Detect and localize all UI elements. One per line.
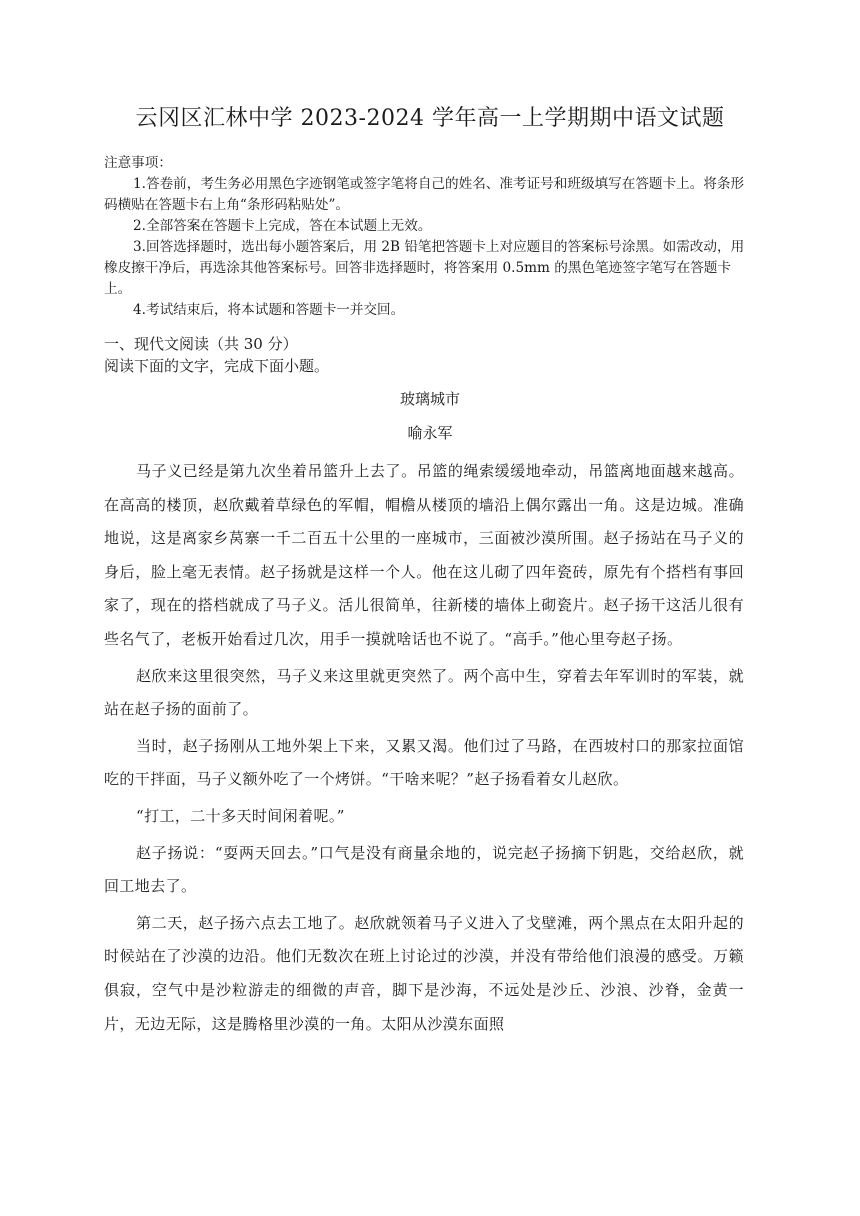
story-paragraph: 赵子扬说：“耍两天回去。”口气是没有商量余地的，说完赵子扬摘下钥匙，交给赵欣，就回工地去了。 (104, 843, 744, 896)
notice-heading: 注意事项： (104, 155, 172, 171)
story-paragraph: “打工，二十多天时间闲着呢。” (136, 806, 345, 825)
section-modern-reading (104, 333, 756, 377)
story-title: 玻璃城市 (399, 390, 460, 408)
notice-block (104, 153, 756, 321)
page-title: 云冈区汇林中学 2023-2024 学年高一上学期期中语文试题 (135, 106, 725, 131)
story-paragraph: 赵欣来这里很突然，马子义来这里就更突然了。两个高中生，穿着去年军训时的军装，就站在赵子扬的面前了。 (104, 666, 744, 719)
story-paragraph: 马子义已经是第九次坐着吊篮升上去了。吊篮的绳索缓缓地牵动，吊篮离地面越来越高。在高高的楼顶，赵欣戴着草绿色的军帽，帽檐从楼顶的墙沿上偶尔露出一角。这是边城。准确地说，这是离家乡莴寨一千二百五十公里的一座城市，三面被沙漠所围。赵子扬站在马子义的身后，脸上毫无表情。赵子扬就是这样一个人。他在这儿砌了四年瓷砖，原先有个搭档有事回家了，现在的搭档就成了马子义。活儿很简单，往新楼的墙体上砌瓷片。赵子扬干这活儿很有些名气了，老板开始看过几次，用手一摸就啥话也不说了。“高手。”他心里夸赵子扬。 (104, 462, 744, 648)
notice-item: 4.考试结束后，将本试题和答题卡一并交回。 (133, 302, 405, 318)
story-author: 喻永军 (407, 424, 453, 442)
section-heading: 一、现代文阅读（共 30 分） (104, 335, 298, 353)
story-paragraph: 第二天，赵子扬六点去工地了。赵欣就领着马子义进入了戈壁滩，两个黑点在太阳升起的时候站在了沙漠的边沿。他们无数次在班上讨论过的沙漠，并没有带给他们浪漫的感受。万籁俱寂，空气中是沙粒游走的细微的声音，脚下是沙海，不远处是沙丘、沙浪、沙脊，金黄一片，无边无际，这是腾格里沙漠的一角。太阳从沙漠东面照 (104, 913, 744, 1033)
notice-item: 2.全部答案在答题卡上完成，答在本试题上无效。 (133, 218, 432, 234)
story-paragraph: 当时，赵子扬刚从工地外架上下来，又累又渴。他们过了马路，在西坡村口的那家拉面馆吃的干拌面，马子义额外吃了一个烤饼。“干啥来呢？”赵子扬看着女儿赵欣。 (104, 736, 744, 789)
notice-item: 3.回答选择题时，选出每小题答案后，用 2B 铅笔把答题卡上对应题目的答案标号涂黑。如需改动，用橡皮擦干净后，再选涂其他答案标号。回答非选择题时，将答案用 0.5mm 的黑色笔迹签字笔写在答题卡上。 (104, 239, 745, 297)
section-instruction: 阅读下面的文字，完成下面小题。 (104, 357, 330, 375)
notice-item: 1.答卷前，考生务必用黑色字迹钢笔或签字笔将自己的姓名、准考证号和班级填写在答题卡上。将条形码横贴在答题卡右上角“条形码粘贴处”。 (104, 176, 745, 213)
story-body (104, 455, 744, 1044)
